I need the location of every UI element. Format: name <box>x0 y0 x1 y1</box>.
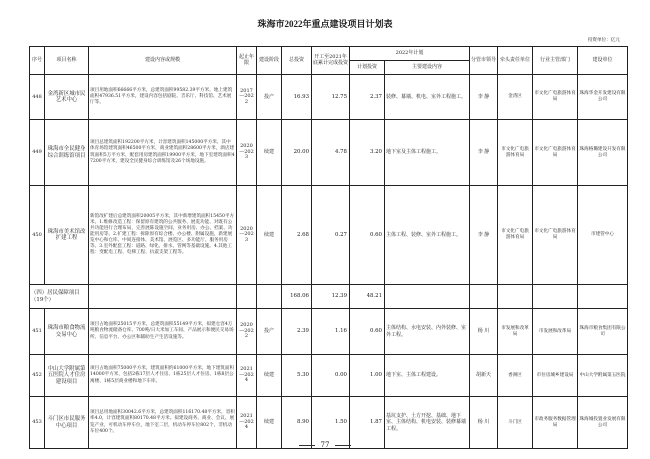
footer-dash-left <box>299 445 315 446</box>
cell-leader: 杨 川 <box>470 309 498 355</box>
cell-plan-content: 主体结构、水电安装、内外装修、室外工程。 <box>385 309 470 355</box>
cell-plan-content: 地下室及主体工程施工。 <box>385 120 470 186</box>
cell-lead-unit: 市文化广电旅游体育局 <box>498 186 533 285</box>
cell-scale: 项目总建筑面积192200平方米，计容建筑面积145000平方米，其中体育场馆建筑面积46500平方米，商业建筑面积28600平方米，酒店建筑面积5万平方米，配套用房建筑面积19900平方米，地下室建筑面积47200平方米，建设全民健身综合训练馆及26个场地设施。 <box>89 120 237 186</box>
cell-phase: 投产 <box>257 309 282 355</box>
cell-builder: 珠海市粮食集团有限公司 <box>578 309 628 355</box>
table-row <box>30 120 628 186</box>
cell-leader: 胡新天 <box>470 355 498 397</box>
cell-scale: 项目总用地面积30042.6平方米，总建筑面积116170.48平方米，容积率4.0，计容建筑面积80170.48平方米。拟建设商务、商业、会议、展览产业，可机动车停车位，地下室二层，机动车停车位802个，非机动车位400个。 <box>89 397 237 449</box>
page-number: 77 <box>320 441 330 449</box>
cell-dept: 市发展和改革局 <box>533 309 578 355</box>
cell-scale: 新馆改扩建后总建筑面积20005平方米，其中新增建筑面积15450平方米。1.维修改造工程：保留原有建筑的公共服务、展览功能、对既有公共功能进行合理布局，完善展陈设施空间、业务用房、办公、档案、功能用房等。2.扩建工程：拆除原有综合楼、办公楼、附属设施，新建展览中心和仓库、中间连接体、美术馆、展览区、多功能厅、服务用房等。3.室外配套工程：道路、绿化、排水、管网等基础设施。4.其他工程：变配电工程、电梯工程、抗震支架工程等。 <box>89 186 237 285</box>
cell-builder: 中山大学附属第五医院 <box>578 355 628 397</box>
cell-seq: 448 <box>30 75 45 120</box>
cell-plan-invest: 0.60 <box>350 186 385 285</box>
project-table <box>29 46 628 449</box>
cell-name: 珠海市全民健身综合训练馆项目 <box>45 120 89 186</box>
cell-lead-unit: 香洲区 <box>498 355 533 397</box>
cell-seq: 453 <box>30 397 45 449</box>
cell-name: 珠海市粮食物流交易中心 <box>45 309 89 355</box>
table-row <box>30 309 628 355</box>
cell-plan-content: 地下室、主体工程建设。 <box>385 355 470 397</box>
subtotal-empty <box>237 285 257 309</box>
cell-name: 中山大学附属第五医院人才住房建设项目 <box>45 355 89 397</box>
page-footer <box>0 441 650 449</box>
header-years: 起止年限 <box>237 47 257 75</box>
cell-plan-invest: 3.20 <box>350 120 385 186</box>
cell-builder: 珠海华金开发建设有限公司 <box>578 75 628 120</box>
header-builder: 建设单位 <box>578 47 628 75</box>
cell-plan-invest: 1.87 <box>350 397 385 449</box>
footer-dash-right <box>335 445 351 446</box>
cell-name: 珠海市美术馆改扩建工程 <box>45 186 89 285</box>
table-row <box>30 355 628 397</box>
cell-leader: 李 静 <box>470 75 498 120</box>
cell-name: 金湾新区城市民艺术中心 <box>45 75 89 120</box>
table-row <box>30 186 628 285</box>
subtotal-row <box>30 285 628 309</box>
header-plan-invest: 计划投资 <box>350 61 385 75</box>
cell-builder: 珠海格璐建设开发有限公司 <box>578 120 628 186</box>
header-seq: 序号 <box>30 47 45 75</box>
cell-plan-invest: 2.37 <box>350 75 385 120</box>
header-plan2022: 2022年计划 <box>350 47 470 61</box>
cell-cumulative: 1.50 <box>312 397 350 449</box>
cell-cumulative: 4.78 <box>312 120 350 186</box>
cell-builder: 市建管中心 <box>578 186 628 285</box>
cell-phase: 续建 <box>257 186 282 285</box>
cell-dept: 市文化广电旅游体育局 <box>533 186 578 285</box>
header-phase: 建设阶段 <box>257 47 282 75</box>
cell-total: 8.90 <box>282 397 312 449</box>
cell-builder: 珠海城投置业发展有限公司 <box>578 397 628 449</box>
header-name: 项目名称 <box>45 47 89 75</box>
cell-seq: 452 <box>30 355 45 397</box>
cell-plan-content: 装修、幕墙、机电、室外工程施工。 <box>385 75 470 120</box>
cell-dept: 市文化广电旅游体育局 <box>533 120 578 186</box>
cell-phase: 续建 <box>257 355 282 397</box>
header-total: 总投资 <box>282 47 312 75</box>
cell-years: 2021—2024 <box>237 355 257 397</box>
cell-phase: 续建 <box>257 120 282 186</box>
subtotal-empty <box>385 285 470 309</box>
cell-seq: 449 <box>30 120 45 186</box>
cell-leader: 杨 川 <box>470 397 498 449</box>
cell-cumulative: 12.75 <box>312 75 350 120</box>
cell-total: 2.39 <box>282 309 312 355</box>
header-lead-unit: 牵头责任单位 <box>498 47 533 75</box>
header-leader: 分管市领导 <box>470 47 498 75</box>
cell-years: 2020—2023 <box>237 120 257 186</box>
subtotal-empty <box>578 285 628 309</box>
subtotal-empty <box>533 285 578 309</box>
cell-total: 2.68 <box>282 186 312 285</box>
subtotal-empty <box>257 285 282 309</box>
cell-lead-unit: 金湾区 <box>498 75 533 120</box>
cell-leader: 李 静 <box>470 120 498 186</box>
cell-years: 2020—2022 <box>237 309 257 355</box>
cell-years: 2021—2024 <box>237 397 257 449</box>
cell-years: 2017—2022 <box>237 75 257 120</box>
cell-dept: 市住房城乡建设局 <box>533 355 578 397</box>
subtotal-total: 168.06 <box>282 285 312 309</box>
cell-lead-unit: 市文化广电旅游体育局 <box>498 120 533 186</box>
cell-name: 斗门区市民服务中心项目 <box>45 397 89 449</box>
subtotal-empty <box>498 285 533 309</box>
table-row <box>30 75 628 120</box>
cell-plan-content: 基坑支护、土方开挖、基础、地下室、主体结构、机电安装、装修幕墙工程。 <box>385 397 470 449</box>
header-dept: 行业主管部门 <box>533 47 578 75</box>
cell-lead-unit: 市发展和改革局 <box>498 309 533 355</box>
subtotal-empty <box>89 285 237 309</box>
cell-total: 20.00 <box>282 120 312 186</box>
cell-seq: 451 <box>30 309 45 355</box>
cell-scale: 项目占地面积25015平方米，总建筑面积55149平方米，拟建仓容4万吨粮食物流储备仓库、700吨/日大米加工车间、产品展示和便民交易场所、信息平台、办公区和辅助生产生活设施等。 <box>89 309 237 355</box>
cell-total: 5.30 <box>282 355 312 397</box>
header-plan-content: 主要建设内容 <box>385 61 470 75</box>
document-title: 珠海市2022年重点建设项目计划表 <box>257 19 393 29</box>
cell-seq: 450 <box>30 186 45 285</box>
cell-cumulative: 0.27 <box>312 186 350 285</box>
cell-cumulative: 1.16 <box>312 309 350 355</box>
subtotal-label: （四）居民保障项目（19个） <box>30 285 89 309</box>
header-scale: 建设内容或规模 <box>89 47 237 75</box>
cell-scale: 项目用地面积66666平方米，总建筑面积99582.39平方米，地上建筑面积47936.51平方米，建设内容包括剧院、音乐厅、科技馆、艺术展厅等。 <box>89 75 237 120</box>
cell-total: 16.93 <box>282 75 312 120</box>
subtotal-empty <box>470 285 498 309</box>
cell-phase: 续建 <box>257 397 282 449</box>
cell-dept: 市文化广电旅游体育局 <box>533 75 578 120</box>
cell-lead-unit: 斗门区 <box>498 397 533 449</box>
cell-leader: 李 静 <box>470 186 498 285</box>
cell-cumulative: 0.00 <box>312 355 350 397</box>
unit-note: 投资单位：亿元 <box>587 38 620 43</box>
cell-phase: 投产 <box>257 75 282 120</box>
cell-scale: 项目占地面积75000平方米，建筑面积约61000平方米，地下建筑面积14000平方米，包括2栋17层人才住房、1栋25层人才住房、1栋8层公寓楼、1栋5层商业楼和地下车库。 <box>89 355 237 397</box>
cell-years: 2020—2023 <box>237 186 257 285</box>
subtotal-plan-invest: 48.21 <box>350 285 385 309</box>
cell-plan-invest: 1.00 <box>350 355 385 397</box>
subtotal-cumulative: 12.39 <box>312 285 350 309</box>
cell-plan-invest: 0.60 <box>350 309 385 355</box>
header-cumulative: 开工至2021年底累计完成投资 <box>312 47 350 75</box>
cell-plan-content: 主体工程、装修、室外工程施工。 <box>385 186 470 285</box>
cell-dept: 市政务服务数据管理局 <box>533 397 578 449</box>
header-row-1 <box>30 47 628 61</box>
